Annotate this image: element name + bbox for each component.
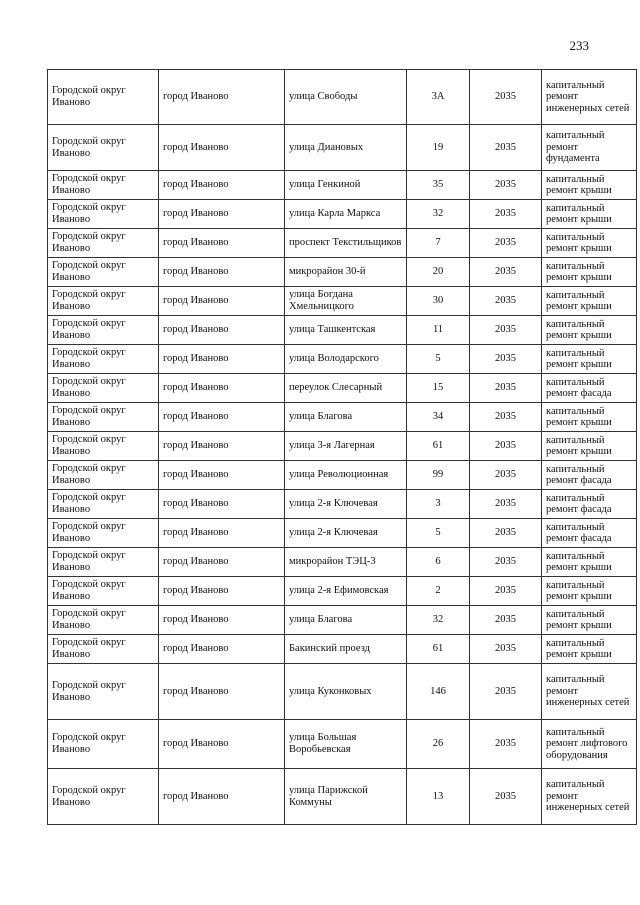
year-cell: 2035 — [470, 635, 542, 664]
year-cell: 2035 — [470, 171, 542, 200]
okrug-cell: Городской округ Иваново — [48, 548, 159, 577]
table-row — [48, 200, 637, 229]
street-cell: улица Благова — [285, 403, 407, 432]
year-cell: 2035 — [470, 577, 542, 606]
city-cell: город Иваново — [159, 403, 285, 432]
table-row — [48, 403, 637, 432]
table-row — [48, 374, 637, 403]
city-cell: город Иваново — [159, 258, 285, 287]
year-cell: 2035 — [470, 258, 542, 287]
house-number-cell: 2 — [407, 577, 470, 606]
street-cell: улица Ташкентская — [285, 316, 407, 345]
work-type-cell: капитальный ремонт лифтового оборудования — [542, 720, 637, 769]
city-cell: город Иваново — [159, 720, 285, 769]
table-row — [48, 461, 637, 490]
street-cell: улица Благова — [285, 606, 407, 635]
table-row — [48, 70, 637, 125]
okrug-cell: Городской округ Иваново — [48, 635, 159, 664]
year-cell: 2035 — [470, 720, 542, 769]
work-type-cell: капитальный ремонт фасада — [542, 374, 637, 403]
work-type-cell: капитальный ремонт крыши — [542, 606, 637, 635]
table-row — [48, 606, 637, 635]
year-cell: 2035 — [470, 403, 542, 432]
okrug-cell: Городской округ Иваново — [48, 519, 159, 548]
house-number-cell: 35 — [407, 171, 470, 200]
table-row — [48, 490, 637, 519]
street-cell: улица Куконковых — [285, 664, 407, 720]
year-cell: 2035 — [470, 664, 542, 720]
year-cell: 2035 — [470, 287, 542, 316]
work-type-cell: капитальный ремонт фасада — [542, 461, 637, 490]
year-cell: 2035 — [470, 769, 542, 825]
okrug-cell: Городской округ Иваново — [48, 769, 159, 825]
table-row — [48, 577, 637, 606]
okrug-cell: Городской округ Иваново — [48, 70, 159, 125]
table-row — [48, 258, 637, 287]
city-cell: город Иваново — [159, 125, 285, 171]
table-row — [48, 316, 637, 345]
year-cell: 2035 — [470, 70, 542, 125]
house-number-cell: 19 — [407, 125, 470, 171]
street-cell: проспект Текстильщиков — [285, 229, 407, 258]
okrug-cell: Городской округ Иваново — [48, 374, 159, 403]
street-cell: улица Революционная — [285, 461, 407, 490]
okrug-cell: Городской округ Иваново — [48, 316, 159, 345]
year-cell: 2035 — [470, 374, 542, 403]
house-number-cell: 26 — [407, 720, 470, 769]
street-cell: улица Генкиной — [285, 171, 407, 200]
okrug-cell: Городской округ Иваново — [48, 200, 159, 229]
year-cell: 2035 — [470, 200, 542, 229]
city-cell: город Иваново — [159, 461, 285, 490]
work-type-cell: капитальный ремонт крыши — [542, 287, 637, 316]
house-number-cell: 7 — [407, 229, 470, 258]
street-cell: улица 2-я Ефимовская — [285, 577, 407, 606]
table-row — [48, 125, 637, 171]
table-row — [48, 287, 637, 316]
street-cell: переулок Слесарный — [285, 374, 407, 403]
work-type-cell: капитальный ремонт крыши — [542, 200, 637, 229]
okrug-cell: Городской округ Иваново — [48, 461, 159, 490]
page-number: 233 — [569, 38, 589, 53]
city-cell: город Иваново — [159, 519, 285, 548]
okrug-cell: Городской округ Иваново — [48, 125, 159, 171]
city-cell: город Иваново — [159, 548, 285, 577]
street-cell: улица Карла Маркса — [285, 200, 407, 229]
street-cell: улица Диановых — [285, 125, 407, 171]
house-number-cell: 6 — [407, 548, 470, 577]
year-cell: 2035 — [470, 229, 542, 258]
work-type-cell: капитальный ремонт крыши — [542, 258, 637, 287]
city-cell: город Иваново — [159, 374, 285, 403]
table-row — [48, 664, 637, 720]
work-type-cell: капитальный ремонт крыши — [542, 316, 637, 345]
city-cell: город Иваново — [159, 70, 285, 125]
okrug-cell: Городской округ Иваново — [48, 403, 159, 432]
city-cell: город Иваново — [159, 287, 285, 316]
table-row — [48, 720, 637, 769]
city-cell: город Иваново — [159, 171, 285, 200]
city-cell: город Иваново — [159, 432, 285, 461]
work-type-cell: капитальный ремонт фундамента — [542, 125, 637, 171]
okrug-cell: Городской округ Иваново — [48, 577, 159, 606]
table-row — [48, 519, 637, 548]
work-type-cell: капитальный ремонт инженерных сетей — [542, 664, 637, 720]
year-cell: 2035 — [470, 606, 542, 635]
year-cell: 2035 — [470, 125, 542, 171]
year-cell: 2035 — [470, 548, 542, 577]
street-cell: улица Богдана Хмельницкого — [285, 287, 407, 316]
work-type-cell: капитальный ремонт крыши — [542, 432, 637, 461]
city-cell: город Иваново — [159, 769, 285, 825]
street-cell: улица Володарского — [285, 345, 407, 374]
okrug-cell: Городской округ Иваново — [48, 490, 159, 519]
house-number-cell: 146 — [407, 664, 470, 720]
table-row — [48, 432, 637, 461]
table-row — [48, 229, 637, 258]
house-number-cell: 34 — [407, 403, 470, 432]
work-type-cell: капитальный ремонт крыши — [542, 171, 637, 200]
table-body — [48, 70, 637, 825]
year-cell: 2035 — [470, 316, 542, 345]
city-cell: город Иваново — [159, 490, 285, 519]
house-number-cell: 61 — [407, 635, 470, 664]
house-number-cell: 15 — [407, 374, 470, 403]
house-number-cell: 5 — [407, 519, 470, 548]
okrug-cell: Городской округ Иваново — [48, 258, 159, 287]
street-cell: микрорайон 30-й — [285, 258, 407, 287]
year-cell: 2035 — [470, 461, 542, 490]
city-cell: город Иваново — [159, 606, 285, 635]
work-type-cell: капитальный ремонт фасада — [542, 490, 637, 519]
work-type-cell: капитальный ремонт фасада — [542, 519, 637, 548]
house-number-cell: 11 — [407, 316, 470, 345]
house-number-cell: 5 — [407, 345, 470, 374]
table-row — [48, 635, 637, 664]
work-type-cell: капитальный ремонт инженерных сетей — [542, 70, 637, 125]
house-number-cell: 99 — [407, 461, 470, 490]
street-cell: улица 3-я Лагерная — [285, 432, 407, 461]
city-cell: город Иваново — [159, 577, 285, 606]
okrug-cell: Городской округ Иваново — [48, 345, 159, 374]
city-cell: город Иваново — [159, 200, 285, 229]
okrug-cell: Городской округ Иваново — [48, 720, 159, 769]
work-type-cell: капитальный ремонт крыши — [542, 548, 637, 577]
street-cell: Бакинский проезд — [285, 635, 407, 664]
house-number-cell: 32 — [407, 200, 470, 229]
house-number-cell: 3А — [407, 70, 470, 125]
house-number-cell: 3 — [407, 490, 470, 519]
table-row — [48, 769, 637, 825]
table-row — [48, 345, 637, 374]
city-cell: город Иваново — [159, 229, 285, 258]
work-type-cell: капитальный ремонт крыши — [542, 229, 637, 258]
year-cell: 2035 — [470, 345, 542, 374]
house-number-cell: 13 — [407, 769, 470, 825]
table-row — [48, 171, 637, 200]
work-type-cell: капитальный ремонт крыши — [542, 403, 637, 432]
work-type-cell: капитальный ремонт крыши — [542, 577, 637, 606]
year-cell: 2035 — [470, 519, 542, 548]
street-cell: улица Большая Воробьевская — [285, 720, 407, 769]
okrug-cell: Городской округ Иваново — [48, 432, 159, 461]
okrug-cell: Городской округ Иваново — [48, 287, 159, 316]
city-cell: город Иваново — [159, 316, 285, 345]
street-cell: улица Свободы — [285, 70, 407, 125]
year-cell: 2035 — [470, 490, 542, 519]
street-cell: улица 2-я Ключевая — [285, 519, 407, 548]
house-number-cell: 20 — [407, 258, 470, 287]
table-row — [48, 548, 637, 577]
housing-repair-table — [47, 69, 637, 825]
house-number-cell: 30 — [407, 287, 470, 316]
street-cell: улица 2-я Ключевая — [285, 490, 407, 519]
okrug-cell: Городской округ Иваново — [48, 664, 159, 720]
okrug-cell: Городской округ Иваново — [48, 229, 159, 258]
okrug-cell: Городской округ Иваново — [48, 606, 159, 635]
house-number-cell: 61 — [407, 432, 470, 461]
city-cell: город Иваново — [159, 635, 285, 664]
house-number-cell: 32 — [407, 606, 470, 635]
street-cell: микрорайон ТЭЦ-3 — [285, 548, 407, 577]
city-cell: город Иваново — [159, 664, 285, 720]
work-type-cell: капитальный ремонт крыши — [542, 635, 637, 664]
street-cell: улица Парижской Коммуны — [285, 769, 407, 825]
work-type-cell: капитальный ремонт крыши — [542, 345, 637, 374]
city-cell: город Иваново — [159, 345, 285, 374]
okrug-cell: Городской округ Иваново — [48, 171, 159, 200]
year-cell: 2035 — [470, 432, 542, 461]
work-type-cell: капитальный ремонт инженерных сетей — [542, 769, 637, 825]
